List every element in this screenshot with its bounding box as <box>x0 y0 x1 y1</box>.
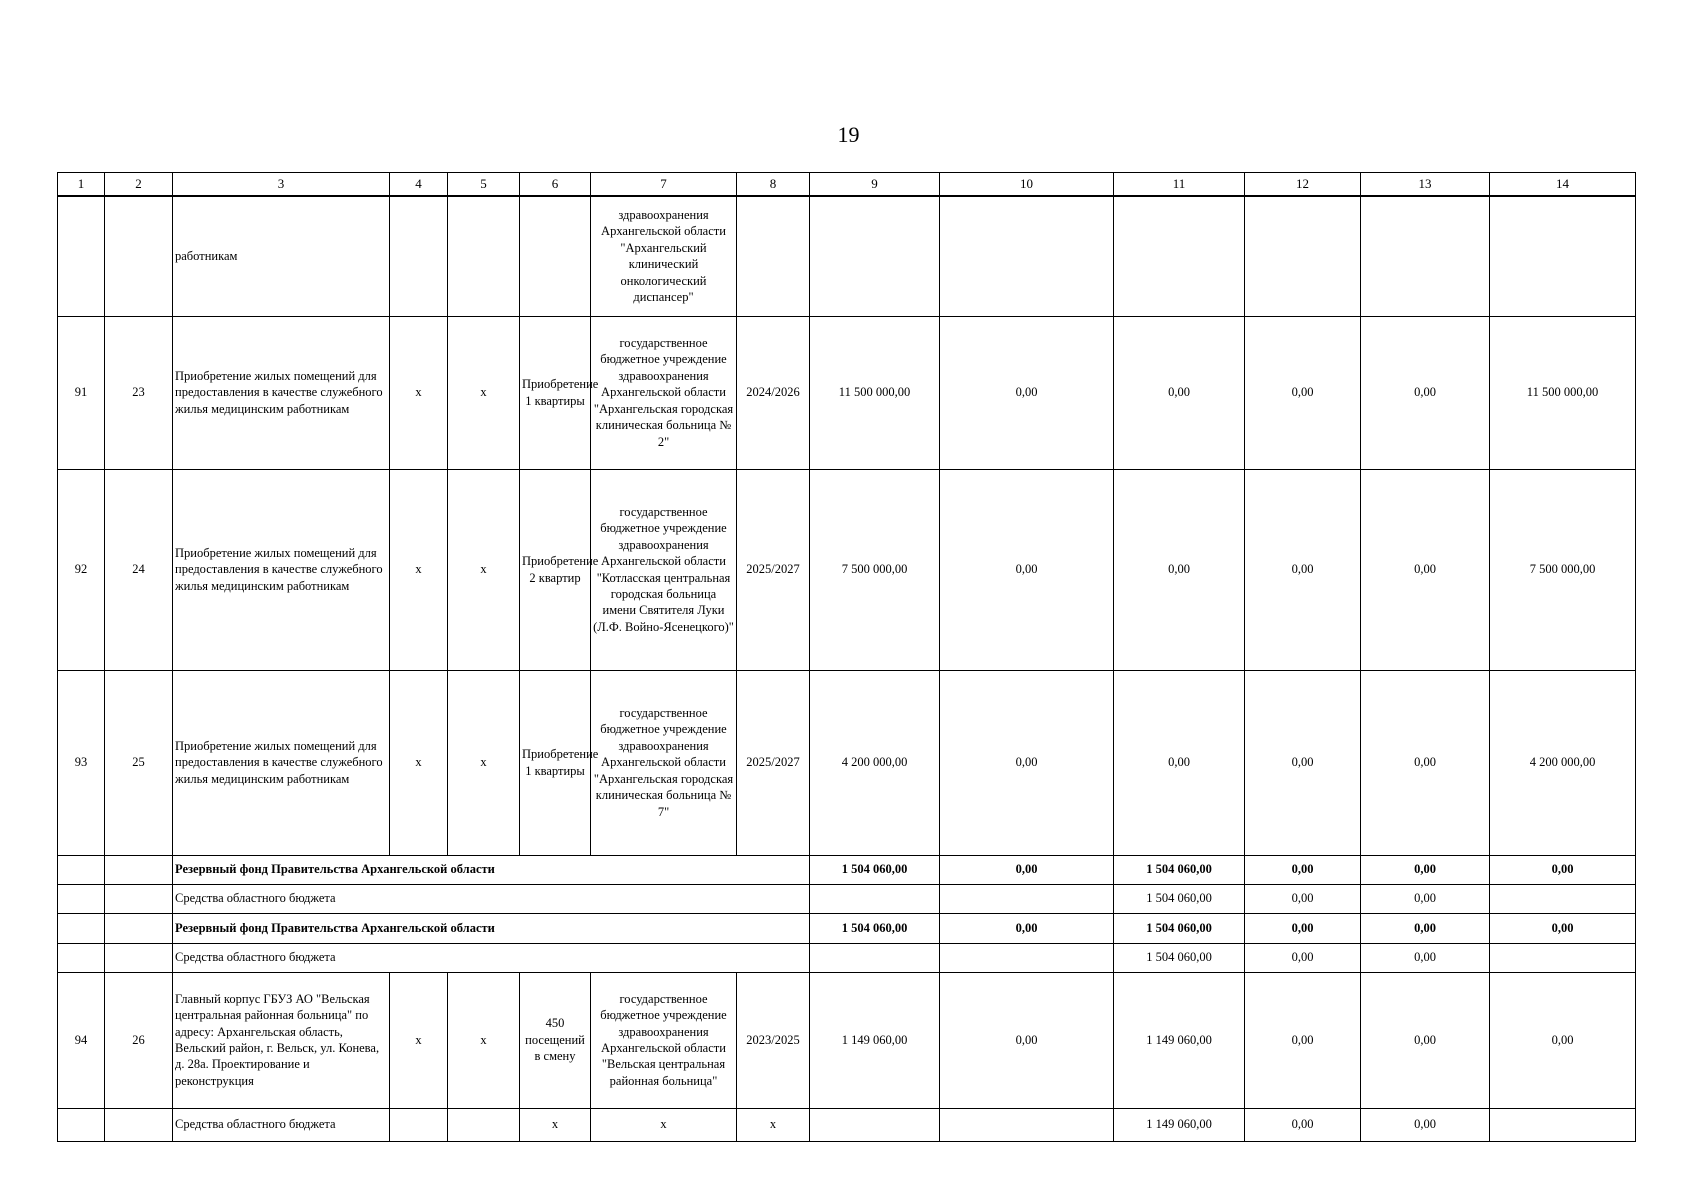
amount: 0,00 <box>1361 884 1490 913</box>
amount: 0,00 <box>1245 1108 1361 1141</box>
column-header: 8 <box>737 173 810 197</box>
amount: 0,00 <box>940 670 1114 855</box>
amount: 11 500 000,00 <box>810 316 940 469</box>
amount: 1 504 060,00 <box>1114 855 1245 884</box>
amount: 0,00 <box>1114 316 1245 469</box>
budget-label: Средства областного бюджета <box>173 943 810 972</box>
amount: 0,00 <box>1245 913 1361 943</box>
cell-value: х <box>737 1108 810 1141</box>
item-number: 24 <box>105 469 173 670</box>
row-number: 92 <box>58 469 105 670</box>
column-header: 6 <box>520 173 591 197</box>
row-number: 94 <box>58 972 105 1108</box>
cell-value: х <box>390 316 448 469</box>
amount: 1 149 060,00 <box>1114 972 1245 1108</box>
budget-row <box>58 1108 1636 1141</box>
amount: 0,00 <box>940 972 1114 1108</box>
amount: 0,00 <box>1245 670 1361 855</box>
cell-value: х <box>448 670 520 855</box>
amount: 0,00 <box>1490 855 1636 884</box>
amount: 0,00 <box>1361 670 1490 855</box>
table-row <box>58 316 1636 469</box>
amount: 0,00 <box>1361 972 1490 1108</box>
amount: 1 504 060,00 <box>1114 943 1245 972</box>
cell-value: х <box>390 972 448 1108</box>
amount: 7 500 000,00 <box>1490 469 1636 670</box>
amount: 1 504 060,00 <box>1114 913 1245 943</box>
cell-value: х <box>448 469 520 670</box>
amount: 0,00 <box>940 913 1114 943</box>
object-name: Главный корпус ГБУЗ АО "Вельская центральная районная больница" по адресу: Архангельская область, Вельский район, г. Вельск, ул. Конева, д. 28а. Проектирование и реконструкция <box>173 972 390 1108</box>
amount: 0,00 <box>1114 469 1245 670</box>
amount: 0,00 <box>1245 943 1361 972</box>
amount: 0,00 <box>1490 913 1636 943</box>
fund-title: Резервный фонд Правительства Архангельской области <box>173 913 810 943</box>
item-number: 23 <box>105 316 173 469</box>
amount: 0,00 <box>1361 1108 1490 1141</box>
amount: 0,00 <box>1361 913 1490 943</box>
amount: 0,00 <box>1361 469 1490 670</box>
amount: 4 200 000,00 <box>1490 670 1636 855</box>
table-row <box>58 196 1636 316</box>
row-number: 93 <box>58 670 105 855</box>
column-number-row <box>58 173 1636 197</box>
period: 2023/2025 <box>737 972 810 1108</box>
amount: 0,00 <box>940 316 1114 469</box>
amount: 0,00 <box>940 469 1114 670</box>
column-header: 7 <box>591 173 737 197</box>
amount: 1 504 060,00 <box>810 913 940 943</box>
row-number: 91 <box>58 316 105 469</box>
period: 2025/2027 <box>737 670 810 855</box>
capacity: 450 посещений в смену <box>520 972 591 1108</box>
column-header: 10 <box>940 173 1114 197</box>
cell-value: х <box>390 670 448 855</box>
budget-label: Средства областного бюджета <box>173 1108 390 1141</box>
budget-row <box>58 884 1636 913</box>
amount: 0,00 <box>1245 855 1361 884</box>
object-name: Приобретение жилых помещений для предоставления в качестве служебного жилья медицинским работникам <box>173 469 390 670</box>
customer: государственное бюджетное учреждение здравоохранения Архангельской области "Котласская центральная городская больница имени Святителя Луки (Л.Ф. Войно-Ясенецкого)" <box>591 469 737 670</box>
item-number: 25 <box>105 670 173 855</box>
customer: здравоохранения Архангельской области "Архангельский клинический онкологический диспансер" <box>591 196 737 316</box>
column-header: 9 <box>810 173 940 197</box>
amount: 0,00 <box>1245 469 1361 670</box>
amount: 0,00 <box>1361 943 1490 972</box>
column-header: 13 <box>1361 173 1490 197</box>
fund-total-row <box>58 855 1636 884</box>
amount: 11 500 000,00 <box>1490 316 1636 469</box>
table-row <box>58 972 1636 1108</box>
program-table <box>57 172 1636 1142</box>
column-header: 12 <box>1245 173 1361 197</box>
customer: государственное бюджетное учреждение здравоохранения Архангельской области "Архангельская городская клиническая больница № 7" <box>591 670 737 855</box>
cell-value: х <box>520 1108 591 1141</box>
cell-value: х <box>390 469 448 670</box>
amount: 0,00 <box>940 855 1114 884</box>
capacity: Приобретение 1 квартиры <box>520 670 591 855</box>
column-header: 2 <box>105 173 173 197</box>
column-header: 11 <box>1114 173 1245 197</box>
amount: 0,00 <box>1114 670 1245 855</box>
amount: 4 200 000,00 <box>810 670 940 855</box>
amount: 1 504 060,00 <box>810 855 940 884</box>
cell-value: х <box>591 1108 737 1141</box>
period: 2025/2027 <box>737 469 810 670</box>
capacity: Приобретение 1 квартиры <box>520 316 591 469</box>
amount: 0,00 <box>1490 972 1636 1108</box>
amount: 7 500 000,00 <box>810 469 940 670</box>
fund-total-row <box>58 913 1636 943</box>
capacity: Приобретение 2 квартир <box>520 469 591 670</box>
customer: государственное бюджетное учреждение здравоохранения Архангельской области "Вельская центральная районная больница" <box>591 972 737 1108</box>
amount: 0,00 <box>1361 316 1490 469</box>
amount: 0,00 <box>1245 884 1361 913</box>
amount: 1 149 060,00 <box>810 972 940 1108</box>
column-header: 3 <box>173 173 390 197</box>
amount: 1 504 060,00 <box>1114 884 1245 913</box>
column-header: 14 <box>1490 173 1636 197</box>
amount: 0,00 <box>1245 972 1361 1108</box>
object-name: работникам <box>173 196 390 316</box>
object-name: Приобретение жилых помещений для предоставления в качестве служебного жилья медицинским работникам <box>173 316 390 469</box>
amount: 0,00 <box>1361 855 1490 884</box>
cell-value: х <box>448 972 520 1108</box>
budget-label: Средства областного бюджета <box>173 884 810 913</box>
table-row <box>58 670 1636 855</box>
column-header: 1 <box>58 173 105 197</box>
amount: 0,00 <box>1245 316 1361 469</box>
amount: 1 149 060,00 <box>1114 1108 1245 1141</box>
table-row <box>58 469 1636 670</box>
object-name: Приобретение жилых помещений для предоставления в качестве служебного жилья медицинским работникам <box>173 670 390 855</box>
customer: государственное бюджетное учреждение здравоохранения Архангельской области "Архангельская городская клиническая больница № 2" <box>591 316 737 469</box>
page-number: 19 <box>837 122 860 147</box>
period: 2024/2026 <box>737 316 810 469</box>
item-number: 26 <box>105 972 173 1108</box>
column-header: 4 <box>390 173 448 197</box>
cell-value: х <box>448 316 520 469</box>
column-header: 5 <box>448 173 520 197</box>
budget-row <box>58 943 1636 972</box>
fund-title: Резервный фонд Правительства Архангельской области <box>173 855 810 884</box>
